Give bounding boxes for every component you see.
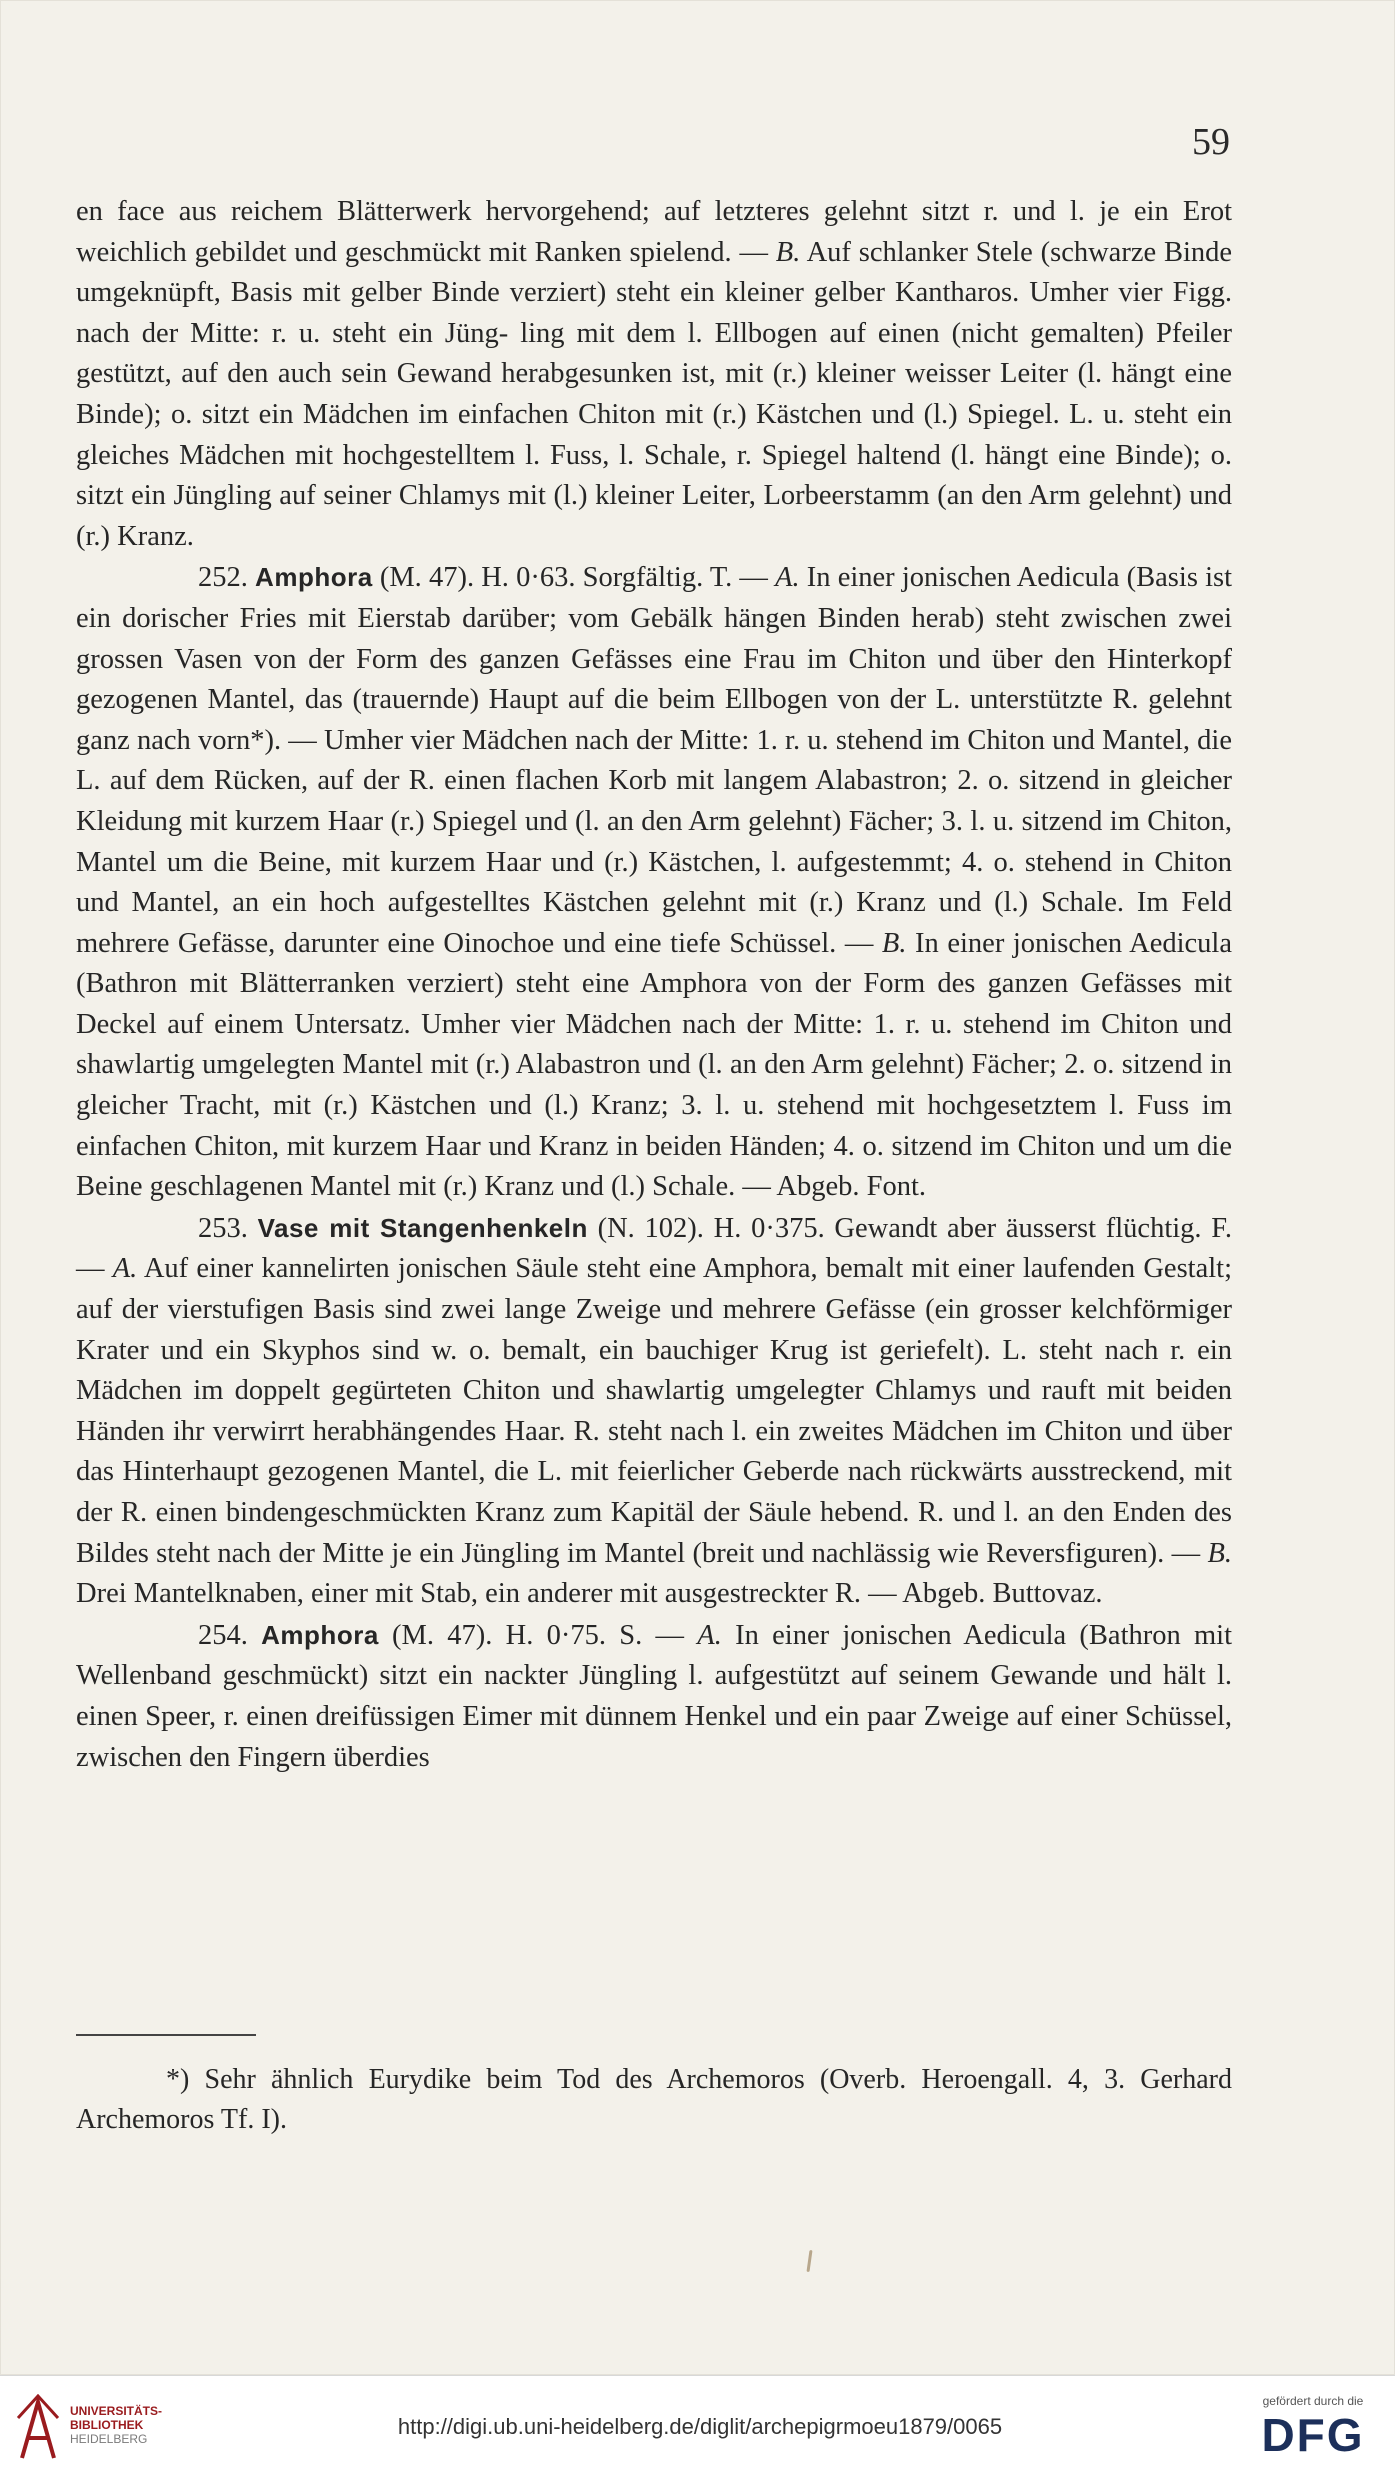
library-name-line: UNIVERSITÄTS- (70, 2404, 163, 2418)
text-line: Leiter, Lorbeerstamm (an den Arm gelehnt) und (r.) Kranz. (76, 480, 1232, 552)
text-line: (l. hängt eine Binde); o. sitzt ein Jüngling auf seiner Chlamys mit (l.) kleiner (76, 439, 1232, 512)
sponsor-block[interactable] (1238, 2394, 1388, 2460)
vase-type: Amphora (261, 1619, 379, 1650)
text-line: Auf (800, 236, 851, 268)
text-line: ling mit dem l. Ellbogen auf einen (nicht gemalten) Pfeiler gestützt, auf den auch (76, 317, 1233, 390)
entry-number: 252. (198, 562, 248, 594)
page-number: 59 (1192, 121, 1230, 163)
side-marker: B. (1207, 1537, 1232, 1569)
entry-text: (M. 47). H. 0·75. S. — (378, 1619, 698, 1651)
side-marker: B. (881, 927, 907, 959)
main-text (76, 192, 1232, 1778)
library-name-line: BIBLIOTHEK (70, 2418, 144, 2432)
footnote-text: *) Sehr ähnlich Eurydike beim Tod des Archemoros (Overb. Heroengall. 4, 3. Gerhard Archemoros Tf. I). (76, 2064, 1232, 2135)
entry-text: (N. 102). H. 0·375. Gewandt aber äusserst flüchtig. F. — (76, 1212, 1232, 1285)
entry-text: In einer jonischen Aedicula (Basis ist ein dorischer Fries mit Eierstab darüber; vom Gebälk hängen Binden herab) steht zwischen zwei grossen Vasen von der Form des ganzen Gefässes eine Frau im Chiton und über den Hinterkopf gezogenen Mantel, das (trauernde) Haupt auf die beim Ellbogen von der L. unterstützte R. gelehnt ganz nach vorn*). — Umher vier Mädchen nach der Mitte: 1. r. u. stehend im Chiton und Mantel, die L. auf dem Rücken, auf der R. einen flachen Korb mit langem Alabastron; 2. o. sitzend in gleicher Kleidung mit kurzem Haar (r.) Spiegel und (l. an den Arm gelehnt) Fächer; 3. l. u. sitzend im Chiton, Mantel um die Beine, mit kurzem Haar und (r.) Kästchen, l. aufgestemmt; 4. o. stehend in Chiton und Mantel, an ein hoch aufgestelltes Kästchen gelehnt mit (r.) Kranz und (l.) Schale. Im Feld mehrere Gefässe, darunter eine Oinochoe und eine tiefe Schüssel. — (76, 562, 1232, 959)
text-line: steht ein gleiches Mädchen mit hochgestelltem l. Fuss, l. Schale, r. Spiegel haltend (76, 398, 1232, 471)
side-marker: A. (697, 1619, 722, 1651)
vase-type: Vase mit Stangenhenkeln (257, 1212, 588, 1243)
digitization-footer (0, 2375, 1395, 2479)
footnote-divider (76, 2034, 256, 2036)
text-line: o. sitzt ein Mädchen im einfachen Chiton mit (r.) Kästchen und (l.) Spiegel. L. u. (170, 398, 1125, 430)
entry-254 (76, 1615, 1232, 1778)
side-marker: A. (112, 1253, 138, 1285)
text-line: sein Gewand herabgesunken ist, mit (r.) kleiner weisser Leiter (l. hängt eine Binde); (76, 358, 1233, 430)
side-marker: A. (775, 562, 800, 594)
footnote (76, 2060, 1232, 2140)
scan-mark (806, 2250, 812, 2272)
side-marker: B. (775, 236, 801, 268)
entry-number: 254. (198, 1619, 248, 1651)
entry-text: (M. 47). H. 0·63. Sorgfältig. T. — (372, 562, 776, 594)
dfg-logo: DFG (1261, 2409, 1365, 2461)
library-name-line: HEIDELBERG (70, 2432, 148, 2446)
entry-text: Drei Mantelknaben, einer mit Stab, ein anderer mit ausgestreckter R. — Abgeb. Buttovaz. (76, 1578, 1103, 1610)
entry-text: In einer jonischen Aedicula (Bathron mit Blätterranken verziert) steht eine Amphora von der Form des ganzen Gefässes mit Deckel auf einem Untersatz. Umher vier Mädchen nach der Mitte: 1. r. u. stehend im Chiton und shawlartig umgelegten Mantel mit (r.) Alabastron und (l. an den Arm gelehnt) Fächer; 2. o. sitzend in gleicher Tracht, mit (r.) Kästchen und (l.) Kranz; 3. l. u. stehend mit hochgesetztem l. Fuss im einfachen Chiton, mit kurzem Haar und Kranz in beiden Händen; 4. o. sitzend im Chiton und um die Beine geschlagenen Mantel mit (r.) Kranz und (l.) Schale. — Abgeb. Font. (76, 927, 1232, 1203)
entry-253 (76, 1208, 1232, 1615)
vase-type: Amphora (255, 562, 373, 593)
text-line: ein kleiner gelber Kantharos. Umher vier Figg. nach der Mitte: r. u. steht ein Jüng- (76, 277, 1232, 349)
university-library-name[interactable] (70, 2404, 162, 2446)
sponsor-label: gefördert durch die (1262, 2394, 1364, 2408)
entry-text: In einer jonischen Aedicula (Bathron mit Wellenband geschmückt) sitzt ein nackter Jüngling l. aufgestützt auf seinem Gewande und hält l. einen Speer, r. einen dreifüssigen Eimer mit dünnem Henkel und ein paar Zweige auf einer Schüssel, zwischen den Fingern überdies (76, 1619, 1232, 1773)
entry-number: 253. (198, 1212, 248, 1244)
entry-text: Auf einer kannelirten jonischen Säule steht eine Amphora, bemalt mit einer laufenden Gestalt; auf der vierstufigen Basis sind zwei lange Zweige und mehrere Gefässe (ein grosser kelchförmiger Krater und ein Skyphos sind w. o. bemalt, ein bauchiger Krug ist geriefelt). L. steht nach r. ein Mädchen im doppelt gegürteten Chiton und shawlartig umgelegter Chlamys und rauft mit beiden Händen ihr verwirrt herabhängendes Haar. R. steht nach l. ein zweites Mädchen im Chiton und über das Hinterhaupt gezogenen Mantel, die L. mit feierlicher Geberde nach rückwärts ausstreckend, mit der R. einen bindengeschmückten Kranz zum Kapitäl der Säule hebend. R. und l. an den Enden des Bildes steht nach der Mitte je ein Jüngling im Mantel (breit und nachlässig wie Reversfiguren). — (76, 1253, 1232, 1569)
university-library-logo-icon[interactable] (16, 2394, 60, 2464)
text-line: en face aus reichem Blätterwerk hervorgehend; auf letzteres gelehnt sitzt r. und l. (76, 196, 1085, 227)
permalink-url[interactable]: http://digi.ub.uni-heidelberg.de/diglit/archepigrmoeu1879/0065 (397, 2414, 1003, 2439)
paragraph-continued (76, 192, 1232, 557)
entry-252 (76, 557, 1232, 1208)
text-line: je ein Erot weichlich gebildet und geschmückt mit Ranken spielend. — (76, 196, 1232, 268)
text-line: schlanker Stele (schwarze Binde umgeknüpft, Basis mit gelber Binde verziert) steht (76, 236, 1233, 309)
